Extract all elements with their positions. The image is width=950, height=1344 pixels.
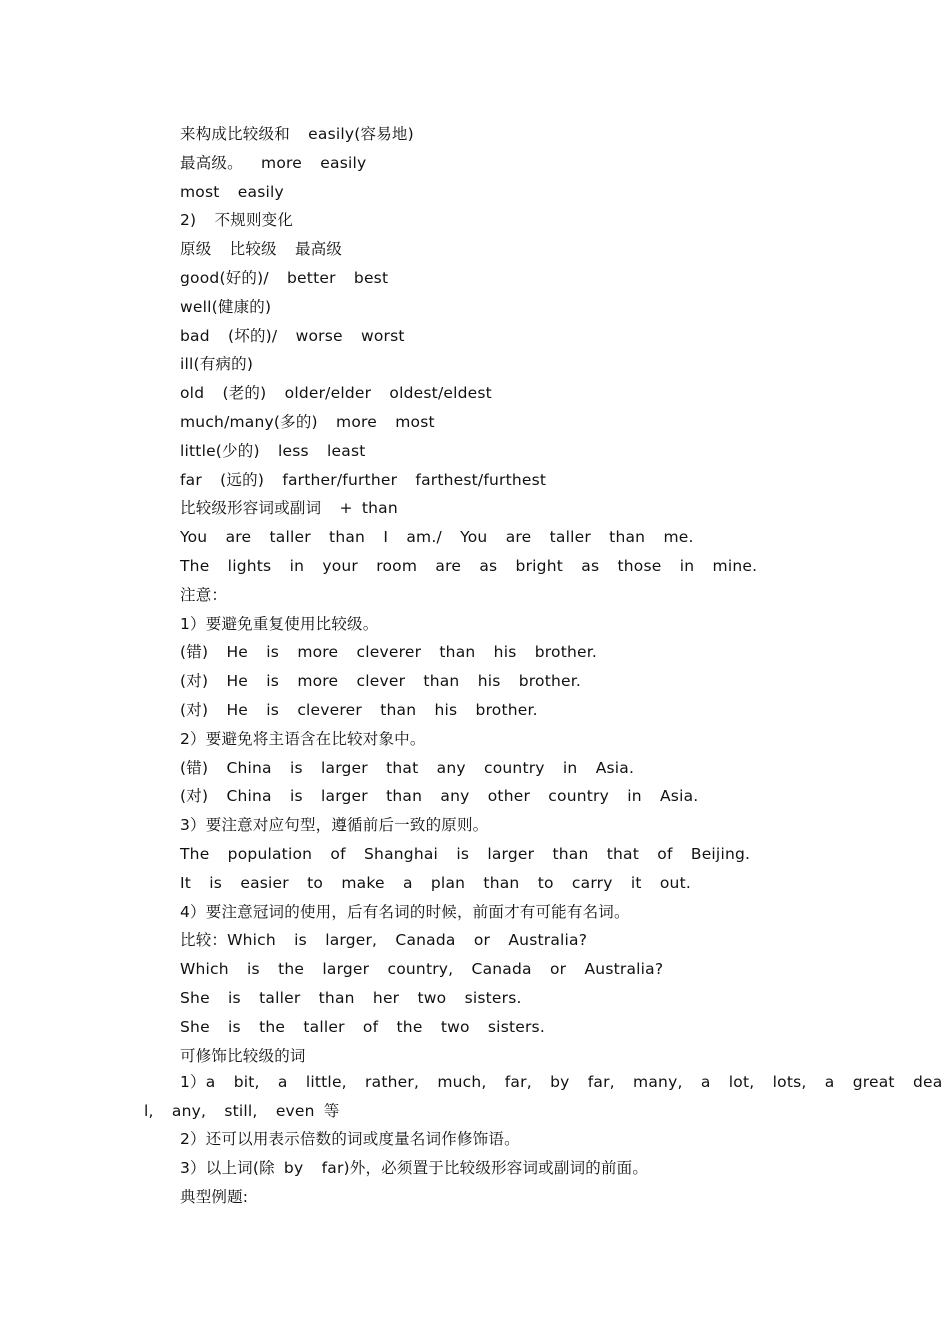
text-line: 2）还可以用表示倍数的词或度量名词作修饰语。 bbox=[180, 1130, 520, 1148]
text-line: 原级 比较级 最高级 bbox=[180, 240, 343, 259]
text-line: 3）要注意对应句型，遵循前后一致的原则。 bbox=[180, 816, 489, 835]
text-line: far (远的) farther/further farthest/furthest bbox=[180, 470, 547, 489]
text-line: (对) He is cleverer than his brother. bbox=[180, 700, 538, 719]
text-line: (错) He is more cleverer than his brother. bbox=[180, 643, 598, 662]
text-line: 可修饰比较级的词 bbox=[180, 1046, 306, 1065]
text-line: It is easier to make a plan than to carry it out. bbox=[180, 873, 691, 892]
text-line: (对) China is larger than any other country in Asia. bbox=[180, 787, 699, 806]
text-line: l, any, still, even 等 bbox=[144, 1101, 340, 1120]
text-line: much/many(多的) more most bbox=[180, 412, 435, 431]
text-line: She is the taller of the two sisters. bbox=[180, 1017, 545, 1036]
text-line: 最高级。 more easily bbox=[180, 153, 367, 172]
text-line: The lights in your room are as bright as those in mine. bbox=[180, 556, 758, 575]
text-line: good(好的)/ better best bbox=[180, 268, 389, 287]
text-line: 典型例题: bbox=[180, 1187, 249, 1206]
text-block-bottom bbox=[180, 1125, 820, 1211]
text-line: 比较：Which is larger, Canada or Australia? bbox=[180, 931, 588, 950]
text-line: 注意： bbox=[180, 585, 228, 604]
text-line: old (老的) older/elder oldest/eldest bbox=[180, 384, 492, 403]
text-line: 4）要注意冠词的使用，后有名词的时候，前面才有可能有名词。 bbox=[180, 902, 630, 921]
text-line: She is taller than her two sisters. bbox=[180, 988, 522, 1007]
text-line: 3）以上词(除 by far)外，必须置于比较级形容词或副词的前面。 bbox=[180, 1158, 649, 1177]
text-line: 比较级形容词或副词 + than bbox=[180, 499, 398, 518]
text-line: ill(有病的) bbox=[180, 355, 254, 374]
text-line: Which is the larger country, Canada or Australia? bbox=[180, 960, 664, 979]
text-block bbox=[180, 120, 820, 1070]
text-line: (对) He is more clever than his brother. bbox=[180, 672, 582, 691]
text-line: 1）a bit, a little, rather, much, far, by far, many, a lot, lots, a great dea bbox=[180, 1073, 943, 1091]
text-line: most easily bbox=[180, 182, 284, 201]
text-line: well(健康的) bbox=[180, 297, 272, 316]
text-line: (错) China is larger that any country in Asia. bbox=[180, 758, 635, 777]
wrapped-paragraph bbox=[144, 1068, 943, 1126]
text-line: 来构成比较级和 easily(容易地) bbox=[180, 125, 414, 143]
text-line: 2) 不规则变化 bbox=[180, 211, 294, 230]
text-line: bad (坏的)/ worse worst bbox=[180, 326, 405, 345]
text-line: You are taller than I am./ You are taller than me. bbox=[180, 528, 694, 547]
text-line: 2）要避免将主语含在比较对象中。 bbox=[180, 729, 426, 748]
text-line: little(少的) less least bbox=[180, 441, 366, 460]
text-line: The population of Shanghai is larger than that of Beijing. bbox=[180, 844, 751, 863]
text-line: 1）要避免重复使用比较级。 bbox=[180, 614, 379, 633]
